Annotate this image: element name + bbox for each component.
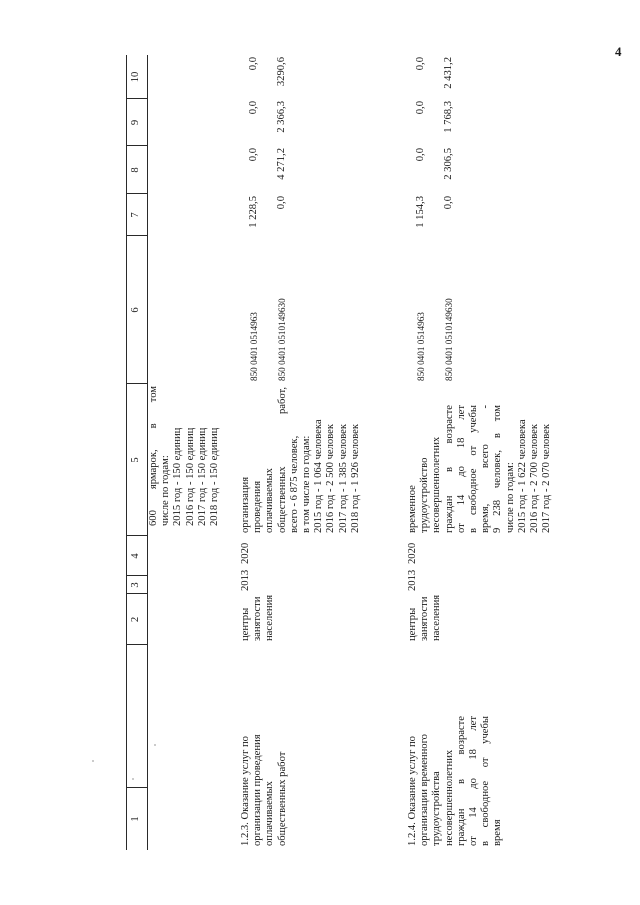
header-col-6: 6: [130, 307, 141, 313]
header-col-5: 5: [130, 457, 141, 463]
header-col-4: 4: [130, 553, 141, 559]
row-1-2-3-codes: 850 0401 0514963 850 0401 0510149630: [249, 298, 287, 381]
scan-speck: [92, 760, 94, 762]
scan-speck: [154, 744, 156, 746]
header-col-8: 8: [130, 167, 141, 173]
row-1-2-4-codes: 850 0401 0514963 850 0401 0510149630: [416, 298, 454, 381]
row-1-2-3-col9: 0,0 2 366,3: [248, 101, 287, 133]
table-top-rule: [126, 55, 127, 850]
continuation-description: 600 ярмарок, в том числе по годам: 2015 год - 150 единиц 2016 год - 150 единиц 2017 год - 150 единиц 2018 год - 150 единиц: [148, 386, 221, 526]
header-col-3: 3: [130, 582, 141, 588]
header-col-1: 1: [130, 816, 141, 822]
scan-speck: [132, 778, 134, 780]
row-1-2-4-executor: центры занятости населения: [407, 594, 443, 641]
row-1-2-3-col10: 0,0 3290,6: [248, 57, 287, 87]
header-col-10: 10: [130, 71, 141, 83]
row-1-2-3-col8: 0,0 4 271,2: [248, 148, 287, 180]
row-1-2-3-name: 1.2.3. Оказание услуг по организации проведения оплачиваемых общественных работ: [240, 734, 288, 846]
row-1-2-4-col10: 0,0 2 431,2: [415, 57, 454, 89]
row-1-2-4-description: временное трудоустройство несовершеннолетних граждан в возрасте от 14 до 18 лет в свободное от учебы время, всего - 9 238 человек, в том числе по годам: 2015 год - 1 622 человека 2016 год - 2 700 человек 2017 год - 2 070 человек: [407, 405, 553, 533]
header-col-9: 9: [130, 119, 141, 126]
row-1-2-4-end-year: 2020: [407, 542, 418, 564]
row-1-2-3-col7: 1 228,5 0,0: [248, 196, 287, 228]
row-1-2-4-col9: 0,0 1 768,3: [415, 101, 454, 133]
row-1-2-4-start-year: 2013: [407, 569, 418, 591]
row-1-2-4-name: 1.2.4. Оказание услуг по организации временного трудоустройства несовершеннолетних граждан в возрасте от 14 до 18 лет в свободное от учебы время: [407, 716, 504, 846]
row-1-2-3-description: организация проведения оплачиваемых общественных работ, всего - 6 875 человек, в том числе по годам: 2015 год - 1 064 человека 2016 год - 2 500 человек 2017 год - 1 385 человек 2018 год - 1 926 человек: [240, 387, 361, 533]
row-1-2-4-col8: 0,0 2 306,5: [415, 148, 454, 180]
header-col-2: 2: [130, 616, 141, 623]
rotated-table: [126, 50, 626, 850]
page-number: 4: [615, 44, 622, 59]
row-1-2-3-start-year: 2013: [240, 569, 251, 591]
header-col-7: 7: [130, 212, 141, 218]
row-1-2-3-end-year: 2020: [240, 542, 251, 564]
row-1-2-4-col7: 1 154,3 0,0: [415, 196, 454, 228]
row-1-2-3-executor: центры занятости населения: [240, 594, 276, 641]
